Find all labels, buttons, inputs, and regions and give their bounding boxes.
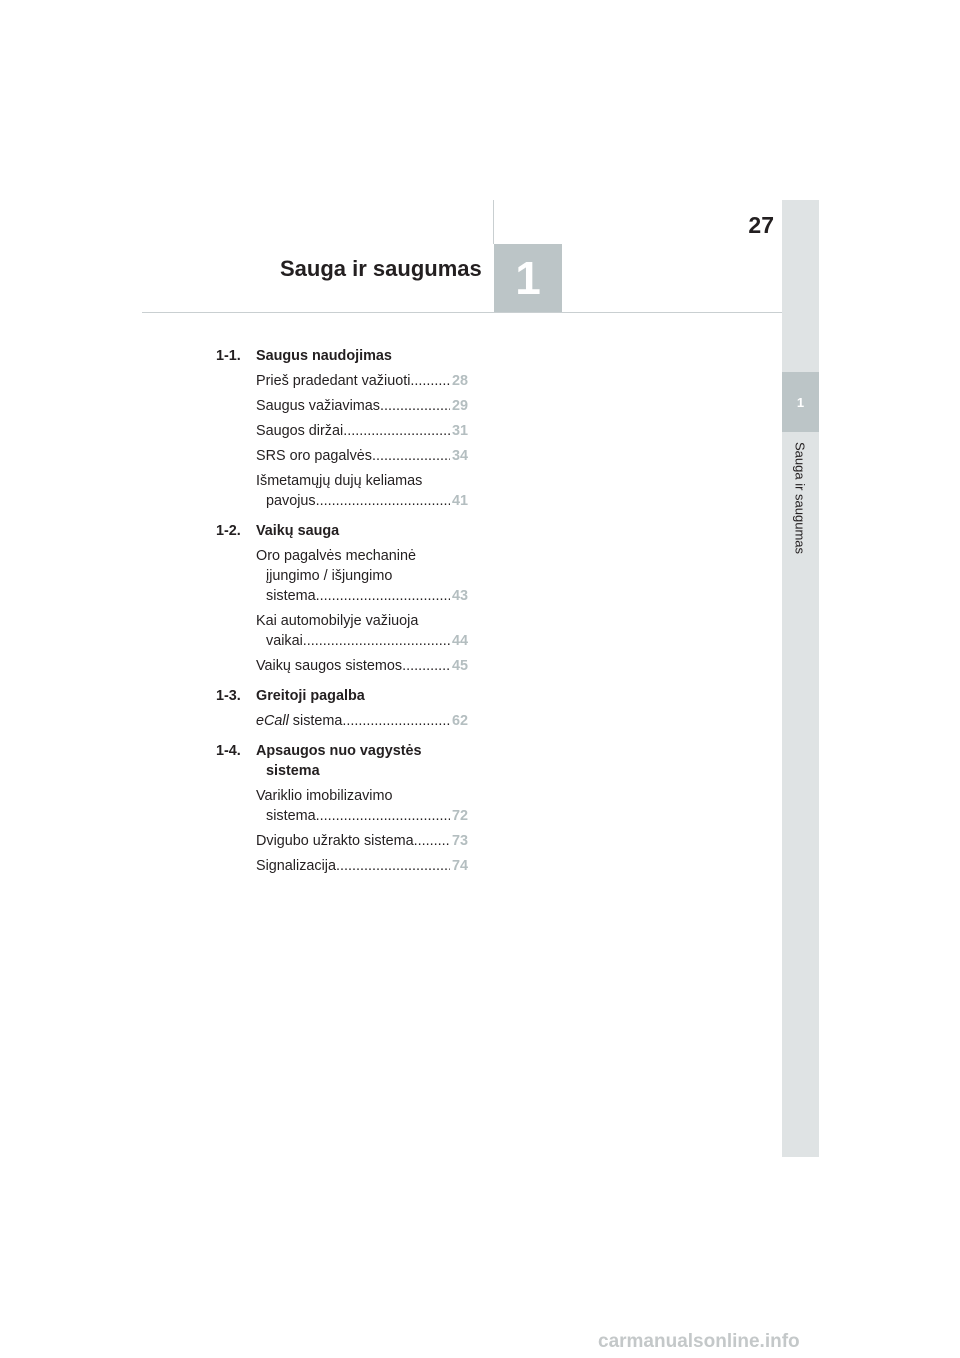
- entry-page: 73: [451, 833, 468, 849]
- section-number: 1-1.: [216, 348, 241, 364]
- entry-page: 43: [451, 588, 468, 604]
- entry-page: 74: [451, 858, 468, 874]
- leader-dots: [316, 491, 450, 511]
- chapter-title: Sauga ir saugumas: [280, 256, 482, 281]
- leader-dots: [402, 656, 450, 676]
- side-tab-label: Sauga ir saugumas: [792, 442, 808, 555]
- toc-entry[interactable]: [256, 371, 468, 391]
- page-number: 27: [748, 212, 774, 238]
- entry-page: 29: [451, 398, 468, 414]
- entry-page: 28: [451, 373, 468, 389]
- toc-entry[interactable]: [256, 396, 468, 416]
- entry-text: Signalizacija: [256, 858, 336, 874]
- entry-text: Prieš pradedant važiuoti: [256, 373, 411, 389]
- entry-text: sistema: [266, 808, 316, 824]
- entry-text-line: Išmetamųjų dujų keliamas: [256, 473, 423, 489]
- leader-dots: [336, 856, 450, 876]
- toc-section-1-4: [216, 741, 468, 876]
- entry-text-line: Oro pagalvės mechaninė: [256, 548, 416, 564]
- leader-dots: [372, 446, 450, 466]
- entry-text: SRS oro pagalvės: [256, 448, 372, 464]
- leader-dots: [303, 631, 450, 651]
- toc-section-1-1: [216, 346, 468, 511]
- entry-page: 41: [451, 493, 468, 509]
- side-tab-number: 1: [782, 372, 819, 432]
- entry-text: vaikai: [266, 633, 303, 649]
- entry-page: 72: [451, 808, 468, 824]
- chapter-number-box: 1: [494, 244, 562, 312]
- leader-dots: [380, 396, 450, 416]
- section-number: 1-4.: [216, 743, 241, 759]
- header-horizontal-rule: [142, 312, 782, 313]
- section-title: Vaikų sauga: [256, 523, 340, 539]
- toc-entry[interactable]: [256, 611, 468, 651]
- toc-entry[interactable]: [256, 421, 468, 441]
- watermark: carmanualsonline.info: [598, 1331, 800, 1352]
- side-tab: [782, 200, 819, 1157]
- section-title-line: sistema: [266, 763, 320, 779]
- toc-entry[interactable]: [256, 711, 468, 731]
- table-of-contents: [216, 346, 468, 876]
- section-title-line: Apsaugos nuo vagystės: [256, 743, 422, 759]
- toc-entry[interactable]: [256, 656, 468, 676]
- entry-text-line: įjungimo / išjungimo: [266, 568, 393, 584]
- entry-page: 44: [451, 633, 468, 649]
- leader-dots: [316, 806, 450, 826]
- entry-text: Dvigubo užrakto sistema: [256, 833, 414, 849]
- entry-text-line: Variklio imobilizavimo: [256, 788, 393, 804]
- toc-entry[interactable]: [256, 786, 468, 826]
- entry-text: sistema: [266, 588, 316, 604]
- toc-entry[interactable]: [256, 831, 468, 851]
- leader-dots: [343, 421, 450, 441]
- toc-entry[interactable]: [256, 446, 468, 466]
- entry-page: 31: [451, 423, 468, 439]
- entry-text: Vaikų saugos sistemos: [256, 658, 403, 674]
- toc-entry[interactable]: [256, 856, 468, 876]
- section-title: Greitoji pagalba: [256, 688, 365, 704]
- toc-entry[interactable]: [256, 471, 468, 511]
- section-number: 1-3.: [216, 688, 241, 704]
- entry-text-line: Kai automobilyje važiuoja: [256, 613, 419, 629]
- entry-page: 34: [451, 448, 468, 464]
- section-title: Saugus naudojimas: [256, 348, 392, 364]
- leader-dots: [414, 831, 450, 851]
- section-title: [256, 741, 468, 781]
- section-number: 1-2.: [216, 523, 241, 539]
- leader-dots: [410, 371, 450, 391]
- leader-dots: [316, 586, 450, 606]
- entry-page: 62: [451, 713, 468, 729]
- entry-text: sistema: [288, 713, 343, 729]
- entry-text: pavojus: [266, 493, 316, 509]
- entry-page: 45: [451, 658, 468, 674]
- toc-section-1-3: [216, 686, 468, 731]
- entry-text: Saugos diržai: [256, 423, 344, 439]
- leader-dots: [342, 711, 450, 731]
- toc-entry[interactable]: [256, 546, 468, 606]
- toc-section-1-2: [216, 521, 468, 676]
- entry-text-italic: eCall: [256, 713, 289, 729]
- entry-text: Saugus važiavimas: [256, 398, 380, 414]
- header-vertical-rule: [493, 200, 494, 244]
